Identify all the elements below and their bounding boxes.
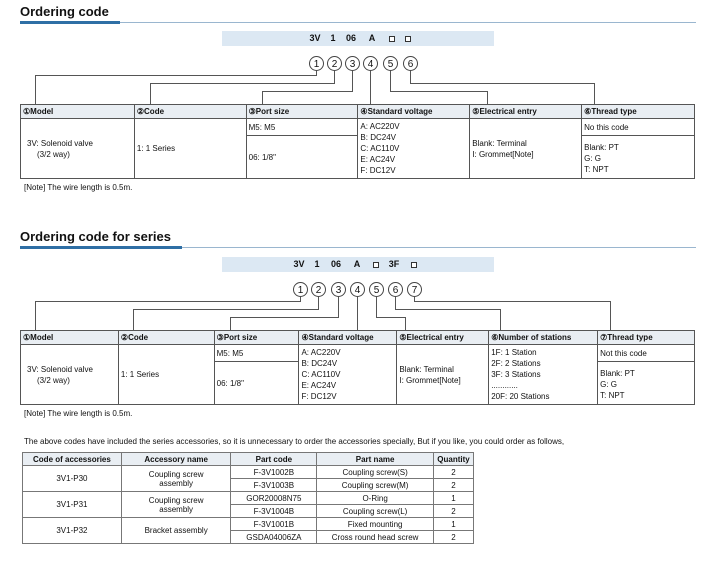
s1-entry-cell — [470, 119, 582, 179]
s1-num-1: 1 — [309, 56, 324, 71]
s2-voltage-line: F: DC12V — [301, 392, 337, 401]
s1-model-line: 3V: Solenoid valve — [27, 138, 93, 148]
acc-part-name: Coupling screw(M) — [317, 479, 434, 492]
acc-qty: 1 — [434, 492, 474, 505]
section2-title: Ordering code for series — [20, 229, 171, 244]
acc-qty: 2 — [434, 531, 474, 544]
accessories-intro: The above codes have included the series accessories, so it is unnecessary to order the accessories specially, But if you like, you could order as follows, — [24, 437, 565, 446]
acc-name-line: assembly — [159, 504, 194, 514]
s2-entry-line: Blank: Terminal — [399, 364, 454, 374]
s2-thread-line: Blank: PT — [600, 368, 635, 378]
s1-code-value: 1: 1 Series — [136, 144, 176, 153]
acc-name — [121, 466, 231, 492]
acc-qty: 2 — [434, 505, 474, 518]
s1-connector — [594, 83, 595, 104]
s2-header-code: ②Code — [118, 331, 214, 345]
s2-stations-cell — [489, 345, 598, 405]
s1-header-port: ③Port size — [246, 105, 358, 119]
s2-connector — [338, 297, 339, 317]
s2-connector — [230, 317, 339, 318]
acc-part-name: O-Ring — [317, 492, 434, 505]
s1-code-model: 3V — [309, 33, 321, 43]
s2-stations-line: 2F: 2 Stations — [491, 359, 541, 368]
s2-entry-line: I: Grommet[Note] — [399, 375, 461, 385]
s1-code-cell — [134, 119, 246, 179]
s2-connector — [318, 297, 319, 309]
acc-qty: 1 — [434, 518, 474, 531]
s1-entry-line: I: Grommet[Note] — [472, 149, 534, 159]
s1-connector — [410, 83, 595, 84]
s1-connector — [334, 71, 335, 83]
s1-voltage-line: A: AC220V — [360, 122, 400, 131]
s2-header-thread: ⑦Thread type — [598, 331, 695, 345]
s2-thread-line: G: G — [600, 379, 618, 389]
s2-thread-line: T: NPT — [600, 390, 625, 400]
s1-header-code: ②Code — [134, 105, 246, 119]
acc-part-name: Fixed mounting — [317, 518, 434, 531]
s1-voltage-line: B: DC24V — [360, 133, 396, 142]
s2-model-line: (3/2 way) — [37, 375, 70, 385]
s1-voltage-line: F: DC12V — [360, 166, 396, 175]
s1-voltage-line: E: AC24V — [360, 155, 396, 164]
s1-thread-cell — [582, 119, 695, 179]
acc-part-code: GOR20008N75 — [231, 492, 317, 505]
s2-connector — [414, 301, 611, 302]
s1-num-6: 6 — [403, 56, 418, 71]
s2-num-3: 3 — [331, 282, 346, 297]
section1-accent-rule — [20, 21, 120, 24]
s2-header-stations: ⑥Number of stations — [489, 331, 598, 345]
s2-code-port: 06 — [330, 259, 341, 269]
acc-part-code: F-3V1003B — [231, 479, 317, 492]
acc-name-line: Coupling screw — [148, 495, 204, 505]
s1-num-2: 2 — [327, 56, 342, 71]
acc-qty: 2 — [434, 479, 474, 492]
s1-voltage-line: C: AC110V — [360, 144, 400, 153]
s2-voltage-line: E: AC24V — [301, 381, 337, 390]
s1-header-model: ①Model — [21, 105, 135, 119]
s1-model-line: (3/2 way) — [37, 149, 70, 159]
acc-name-line: assembly — [159, 478, 194, 488]
section2-divider — [182, 247, 696, 248]
s2-port-line: M5: M5 — [215, 347, 299, 362]
s2-header-voltage: ④Standard voltage — [299, 331, 397, 345]
s1-code-series: 1 — [330, 33, 336, 43]
acc-name — [121, 518, 231, 544]
s2-code-model: 3V — [293, 259, 305, 269]
s2-connector — [230, 317, 231, 330]
s2-num-2: 2 — [311, 282, 326, 297]
s2-num-7: 7 — [407, 282, 422, 297]
s1-num-3: 3 — [345, 56, 360, 71]
s2-code-cell — [118, 345, 214, 405]
acc-code: 3V1-P31 — [23, 492, 122, 518]
s1-header-voltage: ④Standard voltage — [358, 105, 470, 119]
s1-connector — [390, 71, 391, 91]
s1-code-voltage: A — [368, 33, 376, 43]
s2-num-1: 1 — [293, 282, 308, 297]
acc-header-name: Accessory name — [121, 453, 231, 466]
s2-thread-cell — [598, 345, 695, 405]
s2-code-voltage: A — [353, 259, 361, 269]
section1-code-bar — [222, 31, 494, 46]
acc-name-line: Coupling screw — [148, 469, 204, 479]
s1-connector — [352, 71, 353, 91]
acc-part-name: Coupling screw(S) — [317, 466, 434, 479]
s1-connector — [370, 71, 371, 104]
s1-connector — [35, 75, 36, 104]
s1-thread-line: No this code — [582, 121, 694, 136]
section1-note: [Note] The wire length is 0.5m. — [24, 183, 133, 192]
s2-connector — [35, 301, 36, 330]
s1-port-cell — [246, 119, 358, 179]
s2-code-series: 1 — [314, 259, 320, 269]
s1-entry-line: Blank: Terminal — [472, 138, 527, 148]
s1-header-thread: ⑥Thread type — [582, 105, 695, 119]
s1-thread-line: G: G — [584, 153, 602, 163]
s2-code-stations: 3F — [388, 259, 400, 269]
acc-header-part-name: Part name — [317, 453, 434, 466]
acc-code: 3V1-P32 — [23, 518, 122, 544]
s1-connector — [35, 75, 317, 76]
s1-port-line: M5: M5 — [247, 121, 358, 136]
s1-code-thread-box — [405, 36, 411, 42]
section1-title: Ordering code — [20, 4, 109, 19]
section2-accent-rule — [20, 246, 182, 249]
s2-num-4: 4 — [350, 282, 365, 297]
s2-connector — [610, 301, 611, 330]
s1-connector — [487, 91, 488, 104]
s1-num-5: 5 — [383, 56, 398, 71]
acc-part-code: F-3V1001B — [231, 518, 317, 531]
s2-port-line: 06: 1/8" — [216, 378, 244, 388]
s2-port-cell — [214, 345, 299, 405]
acc-part-code: F-3V1004B — [231, 505, 317, 518]
s2-voltage-line: B: DC24V — [301, 359, 338, 368]
s2-header-entry: ⑤Electrical entry — [397, 331, 489, 345]
section2-note: [Note] The wire length is 0.5m. — [24, 409, 133, 418]
s2-model-line: 3V: Solenoid valve — [27, 364, 93, 374]
s2-connector — [133, 309, 319, 310]
s2-connector — [376, 297, 377, 317]
s2-header-model: ①Model — [21, 331, 119, 345]
s1-connector — [262, 91, 353, 92]
s2-stations-line: 3F: 3 Stations — [491, 370, 541, 379]
s2-header-port: ③Port size — [214, 331, 299, 345]
s2-code-value: 1: 1 Series — [120, 370, 160, 379]
s1-connector — [150, 83, 151, 104]
s1-num-4: 4 — [363, 56, 378, 71]
s2-voltage-line: A: AC220V — [301, 348, 341, 357]
s2-connector — [405, 317, 406, 330]
s1-voltage-cell — [358, 119, 470, 179]
acc-name — [121, 492, 231, 518]
s2-connector — [395, 297, 396, 309]
s2-code-entry-box — [373, 262, 379, 268]
s1-connector — [150, 83, 335, 84]
acc-name-line: Bracket assembly — [144, 526, 208, 535]
accessories-table — [22, 452, 474, 544]
s2-model-cell — [21, 345, 119, 405]
table-row — [23, 466, 474, 479]
acc-qty: 2 — [434, 466, 474, 479]
section1-spec-table — [20, 104, 695, 179]
s2-voltage-line: C: AC110V — [301, 370, 341, 379]
s1-header-entry: ⑤Electrical entry — [470, 105, 582, 119]
acc-header-part-code: Part code — [231, 453, 317, 466]
table-row — [23, 492, 474, 505]
s2-connector — [133, 309, 134, 330]
s1-code-port: 06 — [345, 33, 356, 43]
s2-stations-line: 1F: 1 Station — [491, 348, 537, 357]
table-row — [23, 518, 474, 531]
s2-stations-line: 20F: 20 Stations — [491, 392, 550, 401]
s1-thread-line: T: NPT — [584, 164, 609, 174]
s1-connector — [410, 71, 411, 83]
s2-num-6: 6 — [388, 282, 403, 297]
s2-code-thread-box — [411, 262, 417, 268]
acc-part-name: Coupling screw(L) — [317, 505, 434, 518]
s2-connector — [357, 297, 358, 330]
acc-part-name: Cross round head screw — [317, 531, 434, 544]
s1-thread-line: Blank: PT — [584, 142, 619, 152]
s2-num-5: 5 — [369, 282, 384, 297]
s2-entry-cell — [397, 345, 489, 405]
s1-connector — [390, 91, 488, 92]
s2-connector — [395, 309, 501, 310]
acc-part-code: GSDA04006ZA — [231, 531, 317, 544]
acc-code: 3V1-P30 — [23, 466, 122, 492]
section2-spec-table — [20, 330, 695, 405]
s1-connector — [262, 91, 263, 104]
acc-header-qty: Quantity — [434, 453, 474, 466]
s1-port-line: 06: 1/8" — [248, 152, 276, 162]
acc-header-code: Code of accessories — [23, 453, 122, 466]
s2-connector — [35, 301, 301, 302]
s2-connector — [376, 317, 406, 318]
section1-divider — [120, 22, 696, 23]
s2-connector — [500, 309, 501, 330]
acc-part-code: F-3V1002B — [231, 466, 317, 479]
s1-code-entry-box — [389, 36, 395, 42]
s2-thread-line: Not this code — [598, 347, 694, 362]
s2-voltage-cell — [299, 345, 397, 405]
s1-model-cell — [21, 119, 135, 179]
s2-stations-line: ............ — [491, 381, 518, 390]
